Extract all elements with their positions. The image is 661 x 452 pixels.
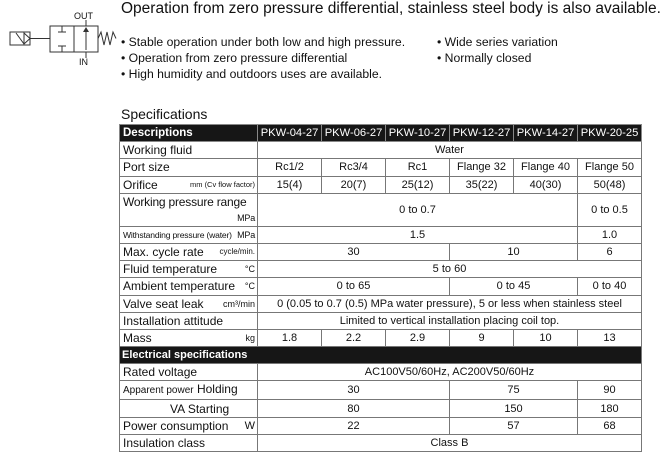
cell-value: Class B [258,434,642,451]
row-unit: cycle/min. [219,247,255,257]
cell-value: 40(30) [514,176,578,193]
feature-3: • High humidity and outdoors uses are available. [121,67,383,81]
cell-value: 80 [258,400,450,417]
row-label: Rated voltage [120,364,258,381]
row-label [120,261,258,278]
table-row [120,159,642,176]
table-row [120,193,642,226]
cell-value: 20(7) [322,176,386,193]
cell-value: 2.2 [322,329,386,346]
table-row [120,381,642,400]
electrical-header: Electrical specifications [120,347,642,364]
table-row [120,364,642,381]
row-sublabel: Starting [187,401,230,416]
row-label-text: Power consumption [123,418,229,433]
table-row [120,295,642,312]
cell-value: 22 [258,417,450,434]
cell-value: 180 [578,400,642,417]
model-header: PKW-10-27 [386,125,450,142]
cell-value: 1.8 [258,329,322,346]
row-label: Working fluid [120,142,258,159]
cell-value: 15(4) [258,176,322,193]
row-label-text: Valve seat leak [123,296,204,311]
cell-value: 50(48) [578,176,642,193]
row-label [120,226,258,243]
descriptions-header: Descriptions [120,125,258,142]
model-header: PKW-06-27 [322,125,386,142]
cell-value: 30 [258,381,450,400]
row-label [120,295,258,312]
valve-symbol-icon [8,12,120,66]
cell-value: Water [258,142,642,159]
cell-value: 5 to 60 [258,261,642,278]
table-row [120,142,642,159]
model-header: PKW-04-27 [258,125,322,142]
row-label-text: Fluid temperature [123,262,218,277]
cell-value: 35(22) [450,176,514,193]
row-label [120,176,258,193]
feature-4: • Wide series variation [437,35,558,49]
table-row [120,417,642,434]
cell-value: Rc1/2 [258,159,322,176]
row-unit: kg [245,332,255,343]
row-unit: MPa [237,212,255,223]
valve-symbol [8,12,120,66]
model-header: PKW-20-25 [578,125,642,142]
cell-value: 13 [578,329,642,346]
row-label [120,329,258,346]
model-header: PKW-12-27 [450,125,514,142]
cell-value: Flange 40 [514,159,578,176]
row-label [120,193,258,226]
cell-value: 1.5 [258,226,578,243]
table-row [120,312,642,329]
cell-value: 0 (0.05 to 0.7 (0.5) MPa water pressure), 5 or less when stainless steel [258,295,642,312]
cell-value: 57 [450,417,578,434]
row-unit: °C [244,281,255,292]
row-unit: mm (Cv flow factor) [189,179,255,189]
table-row [120,329,642,346]
row-label-text: Max. cycle rate [123,245,204,260]
electrical-header-row [120,347,642,364]
row-label-text: Ambient temperature [123,279,236,294]
row-unit: cm³/min [223,298,255,309]
cell-value: 9 [450,329,514,346]
row-unit: MPa [237,229,255,240]
row-label-text: Orifice [123,177,158,192]
table-row [120,261,642,278]
row-label [120,417,258,434]
row-label-text: Apparent power [123,385,194,397]
table-row [120,400,642,417]
row-sublabel: Holding [196,382,238,397]
cell-value: 75 [450,381,578,400]
cell-value: Flange 32 [450,159,514,176]
cell-value: 10 [514,329,578,346]
cell-value: Rc1 [386,159,450,176]
row-label: Port size [120,159,258,176]
row-label-text: Working pressure range [123,194,247,209]
cell-value: 0 to 65 [258,278,450,295]
row-label [120,243,258,260]
cell-value: Flange 50 [578,159,642,176]
table-row [120,243,642,260]
table-row [120,434,642,451]
table-header-row [120,125,642,142]
specifications-title: Specifications [121,106,208,122]
row-label [120,278,258,295]
cell-value: 0 to 0.7 [258,193,578,226]
cell-value: 0 to 45 [450,278,578,295]
row-unit: °C [244,264,255,275]
cell-value: Limited to vertical installation placing coil top. [258,312,642,329]
row-label [120,400,258,417]
row-label-text: Mass [123,330,152,345]
cell-value: 1.0 [578,226,642,243]
row-label: Insulation class [120,434,258,451]
feature-2: • Operation from zero pressure differential [121,51,348,65]
row-label-text: Withstanding pressure (water) [123,229,232,240]
cell-value: 25(12) [386,176,450,193]
headline: Operation from zero pressure differential, stainless steel body is also available. [121,0,661,17]
in-label: IN [79,57,88,66]
table-row [120,278,642,295]
cell-value: Rc3/4 [322,159,386,176]
cell-value: 150 [450,400,578,417]
cell-value: 68 [578,417,642,434]
feature-1: • Stable operation under both low and high pressure. [121,35,406,49]
model-header: PKW-14-27 [514,125,578,142]
cell-value: 0 to 40 [578,278,642,295]
cell-value: 30 [258,243,450,260]
row-label: Installation attitude [120,312,258,329]
cell-value: 0 to 0.5 [578,193,642,226]
row-unit: W [244,419,255,432]
cell-value: AC100V50/60Hz, AC200V50/60Hz [258,364,642,381]
out-label: OUT [74,12,93,21]
table-row [120,176,642,193]
cell-value: 6 [578,243,642,260]
specifications-table [119,124,642,452]
cell-value: 2.9 [386,329,450,346]
row-label [120,381,258,400]
cell-value: 10 [450,243,578,260]
row-unit: VA [170,401,185,416]
feature-5: • Normally closed [437,51,532,65]
table-row [120,226,642,243]
cell-value: 90 [578,381,642,400]
